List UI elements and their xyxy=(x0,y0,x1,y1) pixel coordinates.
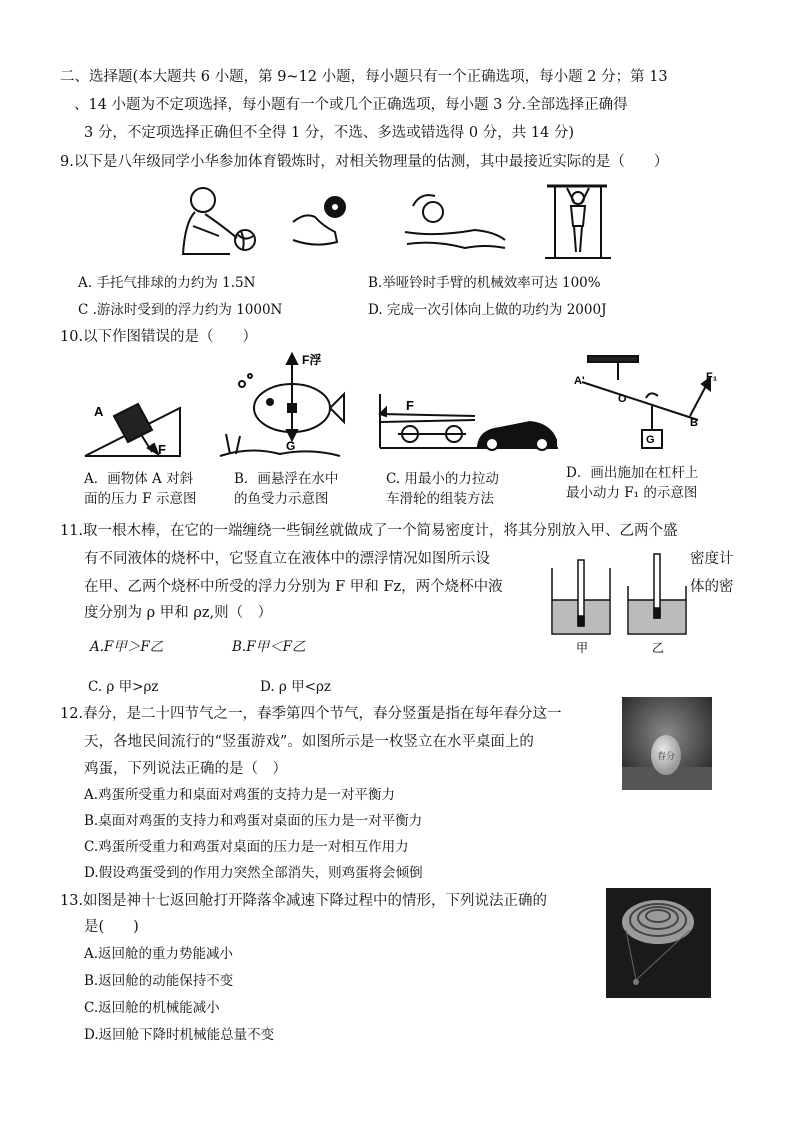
q12-option-c: C.鸡蛋所受重力和鸡蛋对桌面的压力是一对相互作用力 xyxy=(84,839,409,855)
q10-option-d-line2: 最小动力 F₁ 的示意图 xyxy=(566,485,698,501)
q9-figure xyxy=(175,182,615,262)
q10-option-d-line1: D．画出施加在杠杆上 xyxy=(566,465,699,481)
q11-option-d: D. ρ 甲<ρz xyxy=(260,679,332,695)
q11-option-c: C. ρ 甲>ρz xyxy=(88,679,159,695)
label-f: F xyxy=(158,442,166,457)
fish-diagram xyxy=(220,354,344,456)
q12-line1: 12.春分，是二十四节气之一，春季第四个节气，春分竖蛋是指在每年春分这一 xyxy=(60,706,562,722)
pull-up-icon xyxy=(545,186,611,258)
q11-option-a: A.F甲＞F乙 xyxy=(90,639,164,655)
label-gd: G xyxy=(646,434,655,446)
q11-option-b: B.F甲＜F乙 xyxy=(232,639,306,655)
q11-line2a: 有不同液体的烧杯中，它竖直立在液体中的漂浮情况如图所示设 xyxy=(84,551,490,567)
q9-option-b: B.举哑铃时手臂的机械效率可达 100% xyxy=(368,275,601,291)
q13-line1: 13.如图是神十七返回舱打开降落伞减速下降过程中的情形，下列说法正确的 xyxy=(60,893,548,909)
q12-option-b: B.桌面对鸡蛋的支持力和鸡蛋对桌面的压力是一对平衡力 xyxy=(84,813,423,829)
q10-option-a-line1: A．画物体 A 对斜 xyxy=(84,471,194,487)
q11-line2b: 密度计 xyxy=(690,551,734,567)
egg-photo xyxy=(622,697,712,790)
q11-line3a: 在甲、乙两个烧杯中所受的浮力分别为 F 甲和 Fz，两个烧杯中液 xyxy=(84,579,503,595)
q11-line4: 度分别为 ρ 甲和 ρz,则（ ） xyxy=(84,605,273,621)
label-ap: A' xyxy=(574,375,585,387)
q13-option-c: C.返回舱的机械能减小 xyxy=(84,1000,220,1016)
section-header-line2: 、14 小题为不定项选择，每小题有一个或几个正确选项，每小题 3 分.全部选择正确得 xyxy=(74,97,628,113)
q10-option-b-line1: B．画悬浮在水中 xyxy=(234,471,339,487)
beaker-yi xyxy=(628,554,686,634)
q13-line2: 是( ) xyxy=(84,919,139,935)
label-ffu: F浮 xyxy=(302,353,322,367)
q9-option-d: D. 完成一次引体向上做的功约为 2000J xyxy=(368,302,607,318)
section-header-line3: 3 分，不定项选择正确但不全得 1 分，不选、多选或错选得 0 分，共 14 分) xyxy=(84,125,575,141)
dumbbell-arm-icon xyxy=(293,197,345,245)
beaker-jia-label: 甲 xyxy=(576,641,589,655)
q9-option-a: A. 手托气排球的力约为 1.5N xyxy=(78,275,256,291)
q12-line3: 鸡蛋，下列说法正确的是（ ） xyxy=(84,761,287,777)
beaker-jia xyxy=(552,560,610,634)
q13-option-b: B.返回舱的动能保持不变 xyxy=(84,973,234,989)
label-b: B xyxy=(690,417,698,429)
q13-option-d: D.返回舱下降时机械能总量不变 xyxy=(84,1027,275,1043)
q11-line1: 11.取一根木棒，在它的一端缠绕一些铜丝就做成了一个简易密度计，将其分别放入甲、乙两个盛 xyxy=(60,523,678,539)
q11-line3b: 体的密 xyxy=(690,579,734,595)
beaker-yi-label: 乙 xyxy=(652,641,665,655)
parachute-photo xyxy=(606,888,711,998)
label-fc: F xyxy=(406,398,414,413)
label-g: G xyxy=(286,439,296,453)
q13-option-a: A.返回舱的重力势能减小 xyxy=(84,946,234,962)
q9-stem: 9.以下是八年级同学小华参加体育锻炼时，对相关物理量的估测，其中最接近实际的是（ ） xyxy=(60,154,669,170)
label-o: O xyxy=(618,393,627,405)
egg-text: 春分 xyxy=(657,751,676,761)
q10-stem: 10.以下作图错误的是（ ） xyxy=(60,329,258,345)
label-a: A xyxy=(94,404,104,419)
q10-option-c-line2: 车滑轮的组装方法 xyxy=(386,491,494,507)
q11-beakers-figure xyxy=(548,552,748,656)
q12-option-a: A.鸡蛋所受重力和桌面对鸡蛋的支持力是一对平衡力 xyxy=(84,787,396,803)
volleyball-person-icon xyxy=(183,188,255,254)
q9-option-c: C .游泳时受到的浮力约为 1000N xyxy=(78,302,283,318)
q10-figure xyxy=(80,350,760,462)
q10-option-b-line2: 的鱼受力示意图 xyxy=(234,491,329,507)
swimmer-icon xyxy=(405,195,505,248)
q10-option-a-line2: 面的压力 F 示意图 xyxy=(84,491,197,507)
q12-option-d: D.假设鸡蛋受到的作用力突然全部消失，则鸡蛋将会倾倒 xyxy=(84,865,423,881)
section-header-line1: 二、选择题(本大题共 6 小题，第 9~12 小题，每小题只有一个正确选项，每小题 2 分；第 13 xyxy=(60,69,668,85)
label-f1: F₁ xyxy=(706,371,718,383)
q12-line2: 天，各地民间流行的“竖蛋游戏”。如图所示是一枚竖立在水平桌面上的 xyxy=(84,734,534,750)
q10-option-c-line1: C. 用最小的力拉动 xyxy=(386,471,499,487)
